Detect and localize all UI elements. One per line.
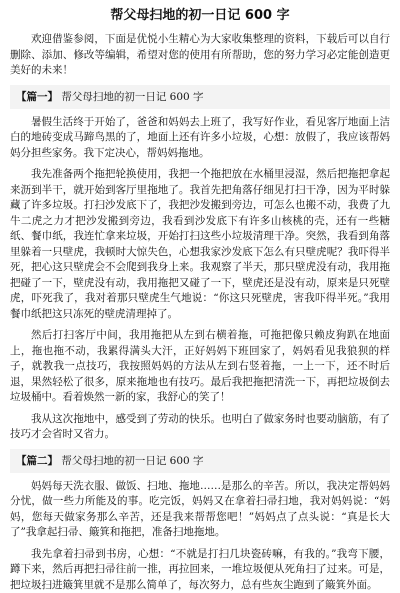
section-1-paragraph-3: 然后打扫客厅中间，我用拖把从左到右横着拖，可拖把像只赖皮狗趴在地面上，拖也拖不动，我累得满头大汗，正好妈妈下班回家了，妈妈看见我狼狈的样子，就教我一点技巧，我按照妈妈的方法从左到右竖着拖，一上一下，还不时后退，果然轻松了很多，原来拖地也有技巧。最后我把拖把清洗一下，再把垃圾倒去垃圾桶中。看着焕然一新的家，我舒心的笑了！	[10, 328, 390, 406]
section-1-bracket: 【篇一】	[16, 91, 58, 103]
section-header-2	[10, 449, 390, 473]
intro-paragraph: 欢迎借鉴参阅，下面是优悦小生精心为大家收集整理的资料，下载后可以自行删除、添加、修改等编辑，希望对您的使用有所帮助，您的努力学习必定能创造更美好的未来！	[10, 32, 390, 79]
section-2-paragraph-1: 妈妈每天洗衣服、做饭、扫地、拖地……是那么的辛苦。所以，我决定帮妈妈分忧，做一些力所能及的事。吃完饭，妈妈又在拿着扫帚扫地，我对妈妈说：“妈妈，您每天做家务那么辛苦，还是我来帮帮您吧！”妈妈点了点头说：“真是长大了”我拿起扫帚、簸箕和拖把，准备扫地拖地。	[10, 479, 390, 541]
section-2-bracket: 【篇二】	[16, 455, 58, 467]
section-2-paragraph-2: 我先拿着扫帚到书房，心想：“不就是打扫几块瓷砖嘛，有我的。”我弯下腰，蹲下来，然后再把扫帚往前一推，再拉回来，一堆垃圾便从死角扫了过来。可是，把垃圾扫进簸箕里就不是那么简单了，每次努力，总有些灰尘跑到了簸箕外面。	[10, 547, 390, 593]
section-1-paragraph-2: 我先准备两个拖把轮换使用，我把一个拖把放在水桶里浸湿，然后把拖把拿起来沥到半干，就开始到客厅里拖地了。我首先把角落仔细见打扫干净，因为平时躲藏了许多垃圾。打扫沙发底下了，我把沙发搬到旁边，可怎么也搬不动，我费了九牛二虎之力才把沙发搬到旁边，我看到沙发底下有许多山核桃的壳，还有一些糖纸、餐巾纸，我连忙拿来垃圾，开始打扫这些小垃圾清理干净。突然，我看到角落里躲着一只壁虎，我顿时大惊失色，心想我家沙发底下怎么有只壁虎呢？我吓得半死，把心这只壁虎会不会爬到我身上来。我观察了半天，那只壁虎没有动，我用拖把碰了一下，壁虎没有动，我用拖把又碰了一下，壁虎还是没有动，原来是只死壁虎，吓死我了，我对着那只壁虎生气地说：“你这只死壁虎，害我吓得半死。”我用餐巾纸把这只冻死的壁虎清理掉了。	[10, 167, 390, 322]
section-2-label: 帮父母扫地的初一日记 600 字	[61, 455, 203, 467]
section-1-paragraph-1: 暑假生活终于开始了，爸爸和妈妈去上班了，我写好作业，看见客厅地面上洁白的地砖变成马蹄鸟黑的了，地面上还有许多小垃圾，心想：放假了，我应该帮妈妈分担些家务。我下定决心，帮妈妈拖地。	[10, 115, 390, 162]
document-title: 帮父母扫地的初一日记 600 字	[10, 8, 390, 24]
section-1-paragraph-4: 我从这次拖地中，感受到了劳动的快乐。也明白了做家务时也要动脑筋，有了技巧才会省时又省力。	[10, 412, 390, 443]
section-1-label: 帮父母扫地的初一日记 600 字	[61, 91, 203, 103]
section-header-1	[10, 85, 390, 109]
